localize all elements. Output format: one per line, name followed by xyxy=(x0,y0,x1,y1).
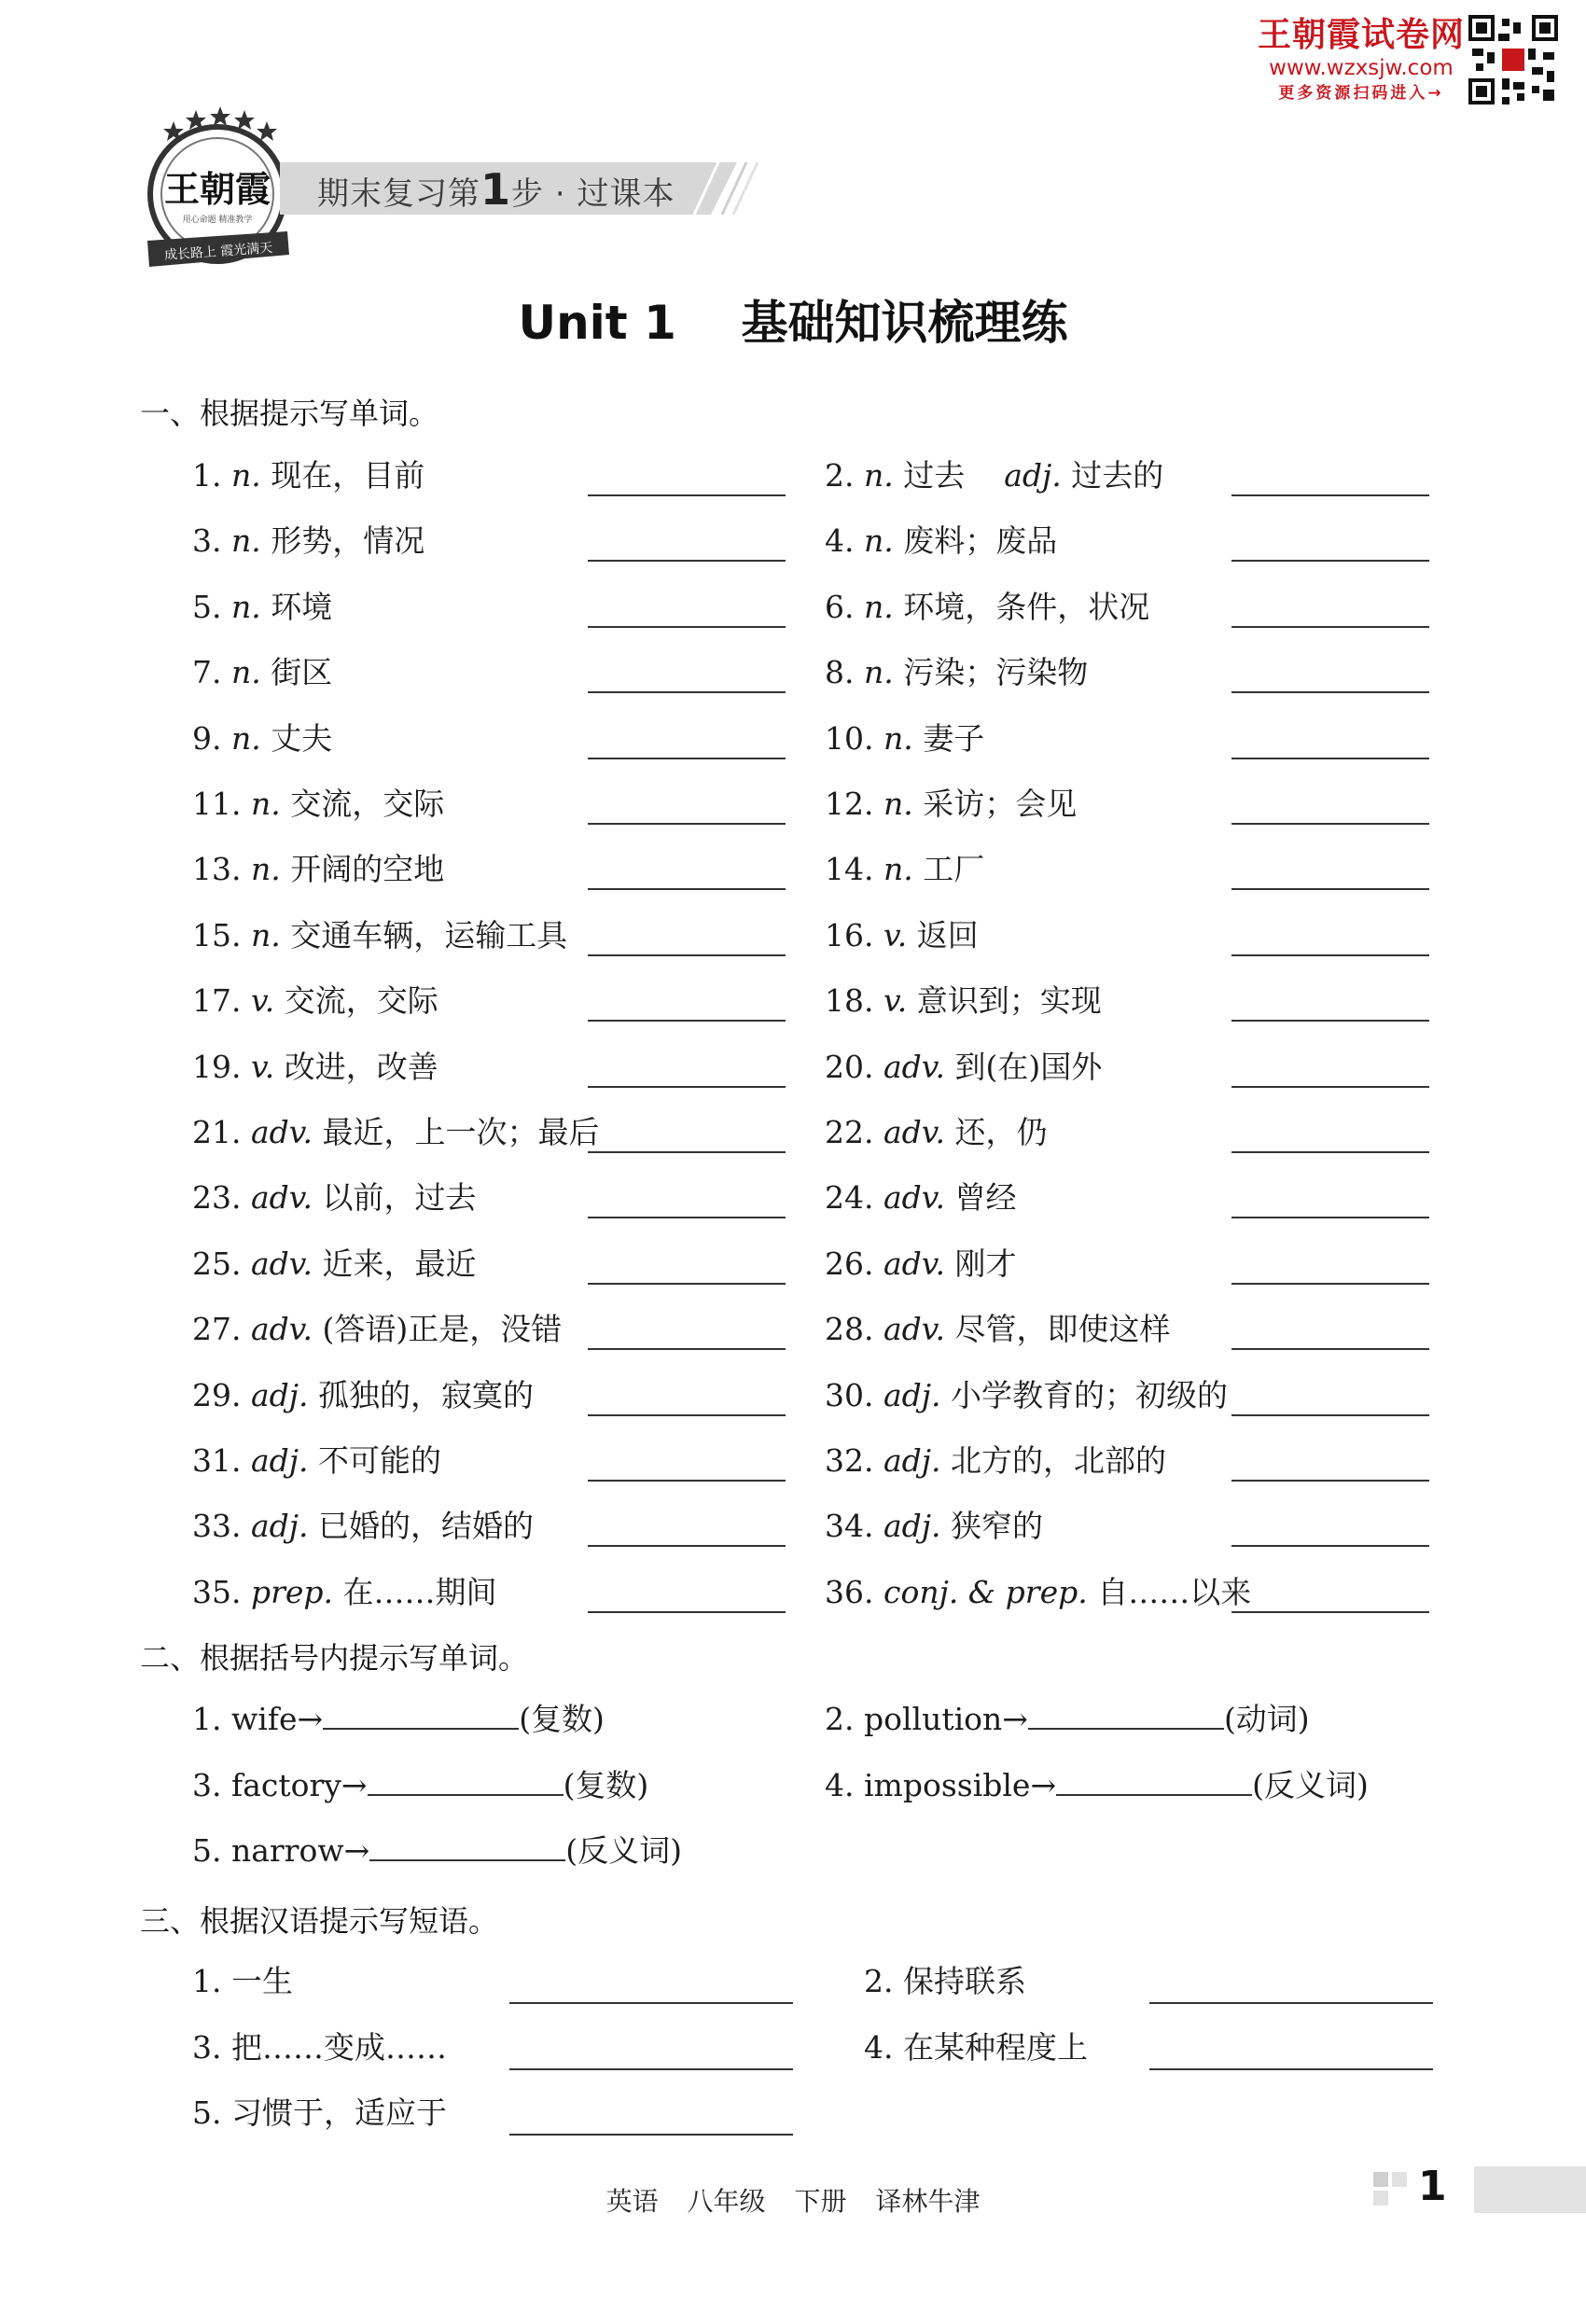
word-prompt xyxy=(192,1049,438,1086)
form-hint: (反义词) xyxy=(565,1832,682,1869)
answer-blank[interactable] xyxy=(1231,626,1429,628)
answer-blank[interactable] xyxy=(588,1414,786,1416)
item-number: 17. xyxy=(192,982,251,1020)
part-of-speech: adv. xyxy=(883,1048,946,1085)
item-meaning: 污染；污染物 xyxy=(893,654,1089,691)
phrase-prompt xyxy=(192,1963,293,2000)
item-number: 35. xyxy=(192,1573,251,1610)
word-prompt xyxy=(825,1508,1043,1545)
answer-blank[interactable] xyxy=(1056,1766,1252,1796)
part-of-speech: v. xyxy=(883,916,908,953)
item-number: 16. xyxy=(825,916,883,953)
part-of-speech: n. xyxy=(230,719,261,757)
item-number: 25. xyxy=(192,1245,251,1282)
phrase-prompt xyxy=(192,2094,447,2132)
answer-blank[interactable] xyxy=(588,626,786,628)
part-of-speech: n. xyxy=(230,457,261,494)
banner-step-number: 1 xyxy=(480,164,512,215)
item-meaning: 环境，条件，状况 xyxy=(893,588,1150,625)
item-number: 6. xyxy=(825,588,864,625)
banner-title xyxy=(317,166,675,213)
item-number: 18. xyxy=(825,982,883,1020)
answer-blank[interactable] xyxy=(509,2134,793,2136)
item-meaning: 妻子 xyxy=(912,719,985,757)
part-of-speech: adj. xyxy=(250,1376,309,1413)
item-number: 4. xyxy=(825,522,864,560)
item-number: 27. xyxy=(192,1311,251,1348)
item-number: 30. xyxy=(825,1376,883,1413)
part-of-speech: adv. xyxy=(883,1179,946,1217)
item-number: 22. xyxy=(825,1114,883,1150)
brand-block xyxy=(1258,17,1465,104)
item-meaning: 自……以来 xyxy=(1087,1573,1252,1610)
item-number: 34. xyxy=(825,1508,883,1545)
answer-blank[interactable] xyxy=(509,2002,793,2004)
item-meaning: 意识到；实现 xyxy=(907,982,1102,1020)
word-prompt xyxy=(192,982,438,1020)
word-prompt xyxy=(192,1442,441,1480)
item-meaning: 狭窄的 xyxy=(940,1508,1044,1545)
part-of-speech: adj. xyxy=(883,1442,941,1479)
item-meaning: 街区 xyxy=(260,654,333,691)
answer-blank[interactable] xyxy=(1231,1480,1429,1482)
item-meaning: 改进，改善 xyxy=(274,1048,438,1085)
answer-blank[interactable] xyxy=(1231,1414,1429,1416)
answer-blank[interactable] xyxy=(1231,823,1429,825)
answer-blank[interactable] xyxy=(588,1151,786,1153)
item-number: 1. xyxy=(192,1701,231,1737)
item-meaning: 近来，最近 xyxy=(313,1245,477,1282)
item-meaning: 在某种程度上 xyxy=(902,2028,1088,2066)
part-of-speech: n. xyxy=(250,786,281,822)
part-of-speech: adj. xyxy=(883,1508,941,1545)
qr-code-icon[interactable] xyxy=(1468,15,1558,104)
item-meaning: 过去的 xyxy=(1061,457,1164,494)
answer-blank[interactable] xyxy=(1231,954,1429,956)
part-of-speech: prep. xyxy=(250,1573,334,1610)
item-meaning: 返回 xyxy=(907,916,979,953)
word-prompt xyxy=(192,1179,477,1217)
word-prompt xyxy=(825,457,1163,494)
answer-blank[interactable] xyxy=(1231,1611,1429,1613)
item-number: 14. xyxy=(825,851,883,888)
part-of-speech: adj. xyxy=(250,1508,309,1545)
word-form-prompt xyxy=(192,1766,648,1804)
page-title: Unit 1 基础知识梳理练 xyxy=(518,296,1068,350)
part-of-speech: adv. xyxy=(250,1179,313,1217)
base-word: pollution→ xyxy=(863,1701,1028,1737)
word-prompt xyxy=(825,720,984,758)
part-of-speech: n. xyxy=(863,588,894,625)
answer-blank[interactable] xyxy=(369,1831,565,1861)
answer-blank[interactable] xyxy=(588,954,786,956)
answer-blank[interactable] xyxy=(588,1348,786,1350)
answer-blank[interactable] xyxy=(588,758,786,759)
word-prompt xyxy=(192,457,424,494)
base-word: impossible→ xyxy=(863,1766,1057,1803)
item-meaning: 现在，目前 xyxy=(260,457,425,494)
item-number: 12. xyxy=(825,786,883,822)
item-number: 8. xyxy=(825,654,864,691)
answer-blank[interactable] xyxy=(1231,888,1429,890)
answer-blank[interactable] xyxy=(1028,1700,1224,1730)
part-of-speech: v. xyxy=(250,1048,275,1085)
word-form-prompt xyxy=(192,1700,605,1738)
part-of-speech: adj. xyxy=(965,457,1062,494)
item-meaning: 采访；会见 xyxy=(912,786,1078,822)
page-number-bar xyxy=(1474,2166,1586,2213)
item-number: 15. xyxy=(192,916,251,953)
word-prompt xyxy=(825,1179,1017,1217)
form-hint: (动词) xyxy=(1223,1701,1310,1737)
item-meaning: 形势，情况 xyxy=(260,522,425,560)
part-of-speech: adv. xyxy=(883,1114,946,1150)
item-meaning: 交流，交际 xyxy=(274,982,438,1020)
item-number: 5. xyxy=(192,2094,231,2131)
word-prompt xyxy=(825,1114,1048,1151)
answer-blank[interactable] xyxy=(1231,1151,1429,1153)
base-word: factory→ xyxy=(230,1766,368,1803)
part-of-speech: adj. xyxy=(883,1376,941,1413)
item-meaning: 北方的，北部的 xyxy=(940,1442,1167,1479)
answer-blank[interactable] xyxy=(323,1700,519,1730)
item-meaning: 保持联系 xyxy=(902,1963,1026,1999)
item-number: 3. xyxy=(192,1766,231,1803)
part-of-speech: v. xyxy=(883,982,908,1020)
answer-blank[interactable] xyxy=(588,1480,786,1482)
form-hint: (反义词) xyxy=(1252,1766,1369,1803)
word-prompt xyxy=(825,1377,1228,1414)
part-of-speech: n. xyxy=(883,851,913,888)
svg-text:王朝霞: 王朝霞 xyxy=(163,168,271,210)
item-meaning: 习惯于，适应于 xyxy=(230,2094,447,2131)
item-meaning: 刚才 xyxy=(945,1245,1017,1282)
brand-url[interactable]: www.wzxsjw.com xyxy=(1269,56,1454,80)
item-meaning: 以前，过去 xyxy=(313,1179,477,1217)
phrase-prompt xyxy=(864,2029,1088,2067)
item-number: 21. xyxy=(192,1114,251,1150)
svg-text:用心命题 精准教学: 用心命题 精准教学 xyxy=(182,216,253,225)
answer-blank[interactable] xyxy=(588,560,786,562)
item-meaning: 过去 xyxy=(893,457,966,494)
item-number: 11. xyxy=(192,786,251,822)
word-prompt xyxy=(192,786,444,823)
item-meaning: 一生 xyxy=(230,1963,293,1999)
item-number: 33. xyxy=(192,1508,251,1545)
word-prompt xyxy=(192,1311,562,1348)
item-number: 28. xyxy=(825,1311,883,1348)
answer-blank[interactable] xyxy=(1149,2068,1433,2070)
word-prompt xyxy=(825,1442,1166,1480)
page-number: 1 xyxy=(1418,2163,1447,2210)
item-number: 20. xyxy=(825,1048,883,1085)
item-meaning: 不可能的 xyxy=(308,1442,442,1479)
item-meaning: 工厂 xyxy=(912,851,985,888)
word-prompt xyxy=(825,1245,1017,1283)
item-meaning: 最近，上一次；最后 xyxy=(313,1114,600,1150)
part-of-speech: n. xyxy=(230,588,261,625)
item-meaning: 到(在)国外 xyxy=(945,1048,1103,1085)
form-hint: (复数) xyxy=(519,1701,605,1737)
word-prompt xyxy=(825,1049,1102,1086)
part-of-speech: n. xyxy=(250,851,281,888)
item-number: 5. xyxy=(192,1832,231,1869)
word-prompt xyxy=(192,720,332,758)
part-of-speech: conj. & prep. xyxy=(883,1573,1088,1610)
part-of-speech: n. xyxy=(863,654,894,691)
part-of-speech: v. xyxy=(250,982,275,1020)
item-number: 1. xyxy=(192,1963,231,1999)
item-meaning: 尽管，即使这样 xyxy=(945,1311,1171,1348)
part-of-speech: n. xyxy=(230,654,261,691)
item-number: 24. xyxy=(825,1179,883,1217)
item-meaning: 孤独的，寂寞的 xyxy=(308,1376,535,1413)
word-prompt xyxy=(192,589,332,626)
word-prompt xyxy=(192,1114,600,1151)
part-of-speech: adv. xyxy=(883,1245,946,1282)
wangzhaoxia-logo-icon xyxy=(138,101,297,278)
item-number: 23. xyxy=(192,1179,251,1217)
word-form-prompt xyxy=(825,1766,1369,1804)
part-of-speech: n. xyxy=(863,457,894,494)
answer-blank[interactable] xyxy=(1231,1086,1429,1088)
answer-blank[interactable] xyxy=(588,691,786,693)
item-meaning: 小学教育的；初级的 xyxy=(940,1376,1229,1413)
word-prompt xyxy=(192,522,424,560)
item-meaning: 废料；废品 xyxy=(893,522,1058,560)
phrase-prompt xyxy=(864,1963,1026,2000)
section2-heading: 二、根据括号内提示写单词。 xyxy=(140,1640,529,1676)
part-of-speech: n. xyxy=(863,522,894,560)
item-number: 36. xyxy=(825,1573,883,1610)
answer-blank[interactable] xyxy=(588,888,786,890)
word-prompt xyxy=(825,1574,1251,1611)
answer-blank[interactable] xyxy=(588,1611,786,1613)
part-of-speech: adv. xyxy=(250,1311,313,1348)
word-form-prompt xyxy=(192,1831,682,1870)
part-of-speech: n. xyxy=(883,719,913,757)
item-number: 10. xyxy=(825,719,883,757)
item-meaning: 交通车辆，运输工具 xyxy=(280,916,568,953)
item-meaning: (答语)正是，没错 xyxy=(313,1311,563,1348)
answer-blank[interactable] xyxy=(1231,1217,1429,1218)
section3-heading: 三、根据汉语提示写短语。 xyxy=(140,1903,499,1939)
item-number: 4. xyxy=(825,1766,864,1803)
svg-text:成长路上 霞光满天: 成长路上 霞光满天 xyxy=(163,240,273,264)
banner-post: 步 · 过课本 xyxy=(511,175,675,213)
item-meaning: 开阔的空地 xyxy=(280,851,445,888)
word-prompt xyxy=(192,851,444,888)
phrase-prompt xyxy=(192,2029,447,2067)
answer-blank[interactable] xyxy=(588,1545,786,1547)
word-prompt xyxy=(825,1311,1171,1348)
answer-blank[interactable] xyxy=(588,1217,786,1218)
section1-heading: 一、根据提示写单词。 xyxy=(140,396,439,431)
answer-blank[interactable] xyxy=(588,823,786,825)
item-number: 5. xyxy=(192,588,231,625)
answer-blank[interactable] xyxy=(588,1020,786,1022)
part-of-speech: n. xyxy=(250,916,281,953)
answer-blank[interactable] xyxy=(1149,2002,1433,2004)
answer-blank[interactable] xyxy=(1231,758,1429,759)
banner-pre: 期末复习第 xyxy=(317,175,480,213)
item-number: 3. xyxy=(192,522,231,560)
word-prompt xyxy=(825,786,1077,823)
item-number: 13. xyxy=(192,851,251,888)
item-meaning: 交流，交际 xyxy=(280,786,445,822)
base-word: narrow→ xyxy=(230,1832,370,1869)
item-number: 2. xyxy=(825,457,864,494)
answer-blank[interactable] xyxy=(1231,1283,1429,1285)
part-of-speech: adv. xyxy=(250,1114,313,1150)
word-prompt xyxy=(825,851,984,888)
word-prompt xyxy=(192,1377,534,1414)
answer-blank[interactable] xyxy=(368,1766,563,1796)
item-number: 32. xyxy=(825,1442,883,1479)
item-meaning: 环境 xyxy=(260,588,333,625)
form-hint: (复数) xyxy=(563,1766,649,1803)
item-number: 1. xyxy=(192,457,231,494)
item-meaning: 把……变成…… xyxy=(230,2028,447,2066)
item-number: 29. xyxy=(192,1376,251,1413)
word-prompt xyxy=(192,1508,534,1545)
brand-title: 王朝霞试卷网 xyxy=(1257,16,1465,54)
answer-blank[interactable] xyxy=(1231,691,1429,693)
answer-blank[interactable] xyxy=(1231,1545,1429,1547)
base-word: wife→ xyxy=(230,1701,324,1737)
item-number: 2. xyxy=(825,1701,864,1737)
answer-blank[interactable] xyxy=(588,494,786,496)
word-prompt xyxy=(192,1574,497,1611)
answer-blank[interactable] xyxy=(1231,1020,1429,1022)
word-prompt xyxy=(825,917,979,954)
word-prompt xyxy=(192,654,332,691)
word-form-prompt xyxy=(825,1700,1310,1738)
word-prompt xyxy=(825,654,1088,691)
part-of-speech: n. xyxy=(230,522,261,560)
item-number: 7. xyxy=(192,654,231,691)
item-number: 19. xyxy=(192,1048,251,1085)
item-number: 3. xyxy=(192,2028,231,2066)
item-meaning: 还，仍 xyxy=(945,1114,1048,1150)
word-prompt xyxy=(825,589,1149,626)
footer-text: 英语 八年级 下册 译林牛津 xyxy=(605,2186,981,2217)
answer-blank[interactable] xyxy=(1231,560,1429,562)
item-meaning: 在……期间 xyxy=(333,1573,497,1610)
brand-subtitle: 更多资源扫码进入→ xyxy=(1278,84,1444,103)
item-number: 2. xyxy=(864,1963,903,1999)
item-meaning: 已婚的，结婚的 xyxy=(308,1508,535,1545)
answer-blank[interactable] xyxy=(1231,1348,1429,1350)
part-of-speech: adj. xyxy=(250,1442,309,1479)
item-number: 9. xyxy=(192,719,231,757)
word-prompt xyxy=(825,982,1102,1020)
answer-blank[interactable] xyxy=(588,1086,786,1088)
item-meaning: 丈夫 xyxy=(260,719,333,757)
item-meaning: 曾经 xyxy=(945,1179,1017,1217)
item-number: 26. xyxy=(825,1245,883,1282)
part-of-speech: n. xyxy=(883,786,913,822)
part-of-speech: adv. xyxy=(883,1311,946,1348)
item-number: 4. xyxy=(864,2028,903,2066)
word-prompt xyxy=(192,917,567,954)
page-corner-decoration-icon xyxy=(1373,2172,1411,2209)
part-of-speech: adv. xyxy=(250,1245,313,1282)
answer-blank[interactable] xyxy=(588,1283,786,1285)
item-number: 31. xyxy=(192,1442,251,1479)
word-prompt xyxy=(825,522,1057,560)
word-prompt xyxy=(192,1245,477,1283)
answer-blank[interactable] xyxy=(509,2068,793,2070)
answer-blank[interactable] xyxy=(1231,494,1429,496)
